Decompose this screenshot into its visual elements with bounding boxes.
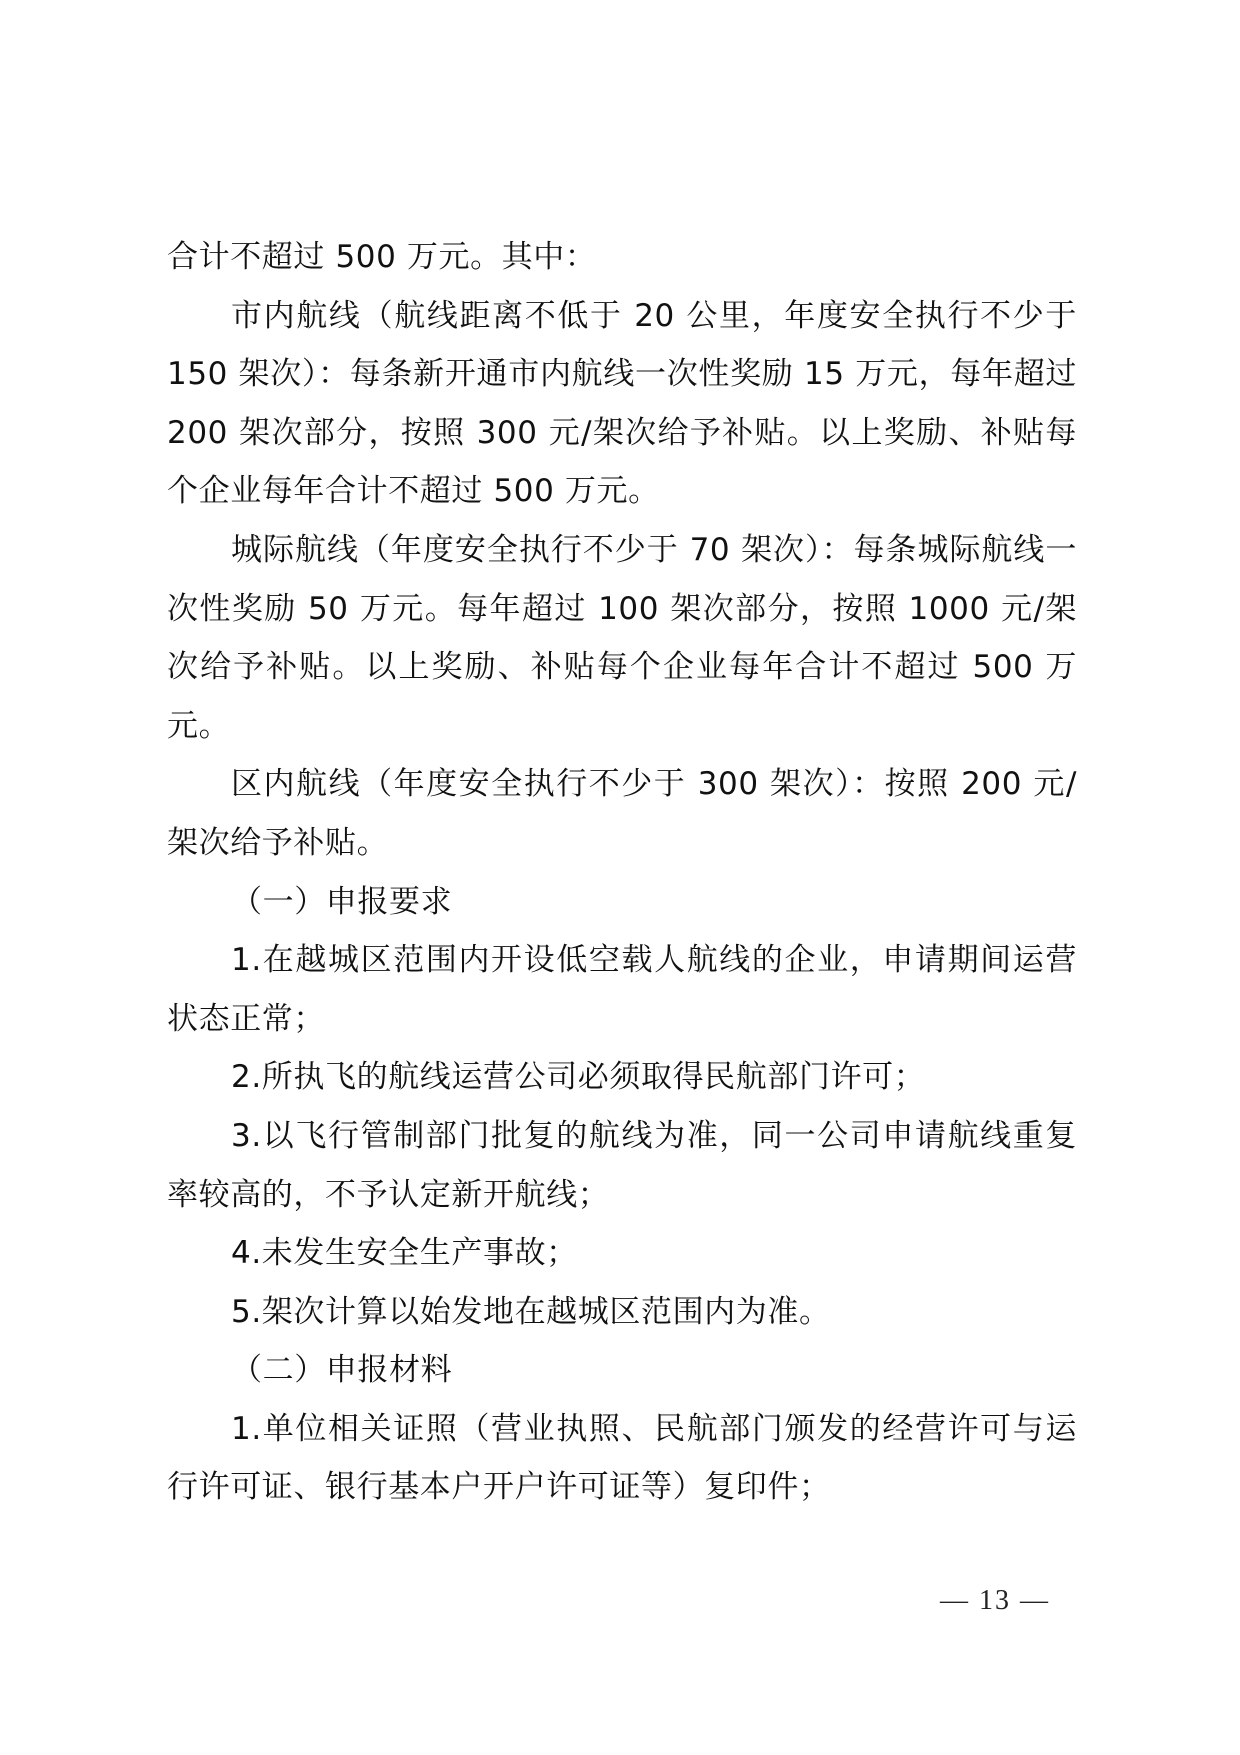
requirement-item-1: 1.在越城区范围内开设低空载人航线的企业，申请期间运营状态正常； <box>167 942 1077 1037</box>
section-heading-requirements: （一）申报要求 <box>231 883 453 920</box>
requirement-item-2: 2.所执飞的航线运营公司必须取得民航部门许可； <box>231 1059 926 1096</box>
paragraph-district-routes: 区内航线（年度安全执行不少于 300 架次）：按照 200 元/架次给予补贴。 <box>167 766 1077 861</box>
paragraph-intercity-routes: 城际航线（年度安全执行不少于 70 架次）：每条城际航线一次性奖励 50 万元。每年超过 100 架次部分，按照 1000 元/架次给予补贴。以上奖励、补贴每个企业每年合计不超过 500 万元。 <box>167 531 1077 744</box>
material-item-1: 1.单位相关证照（营业执照、民航部门颁发的经营许可与运行许可证、银行基本户开户许可证等）复印件； <box>167 1410 1077 1506</box>
requirement-item-4: 4.未发生安全生产事故； <box>231 1235 578 1272</box>
requirement-item-3: 3.以飞行管制部门批复的航线为准，同一公司申请航线重复率较高的，不予认定新开航线； <box>167 1117 1077 1213</box>
page-number: — 13 — <box>940 1585 1050 1616</box>
paragraph-total-limit: 合计不超过 500 万元。其中： <box>167 239 597 275</box>
paragraph-city-routes: 市内航线（航线距离不低于 20 公里，年度安全执行不少于 150 架次）：每条新开通市内航线一次性奖励 15 万元，每年超过 200 架次部分，按照 300 元/架次给予补贴。以上奖励、补贴每个企业每年合计不超过 500 万元。 <box>167 297 1077 510</box>
requirement-item-5: 5.架次计算以始发地在越城区范围内为准。 <box>231 1293 831 1330</box>
document-body <box>167 228 1077 1517</box>
section-heading-materials: （二）申报材料 <box>231 1352 453 1389</box>
